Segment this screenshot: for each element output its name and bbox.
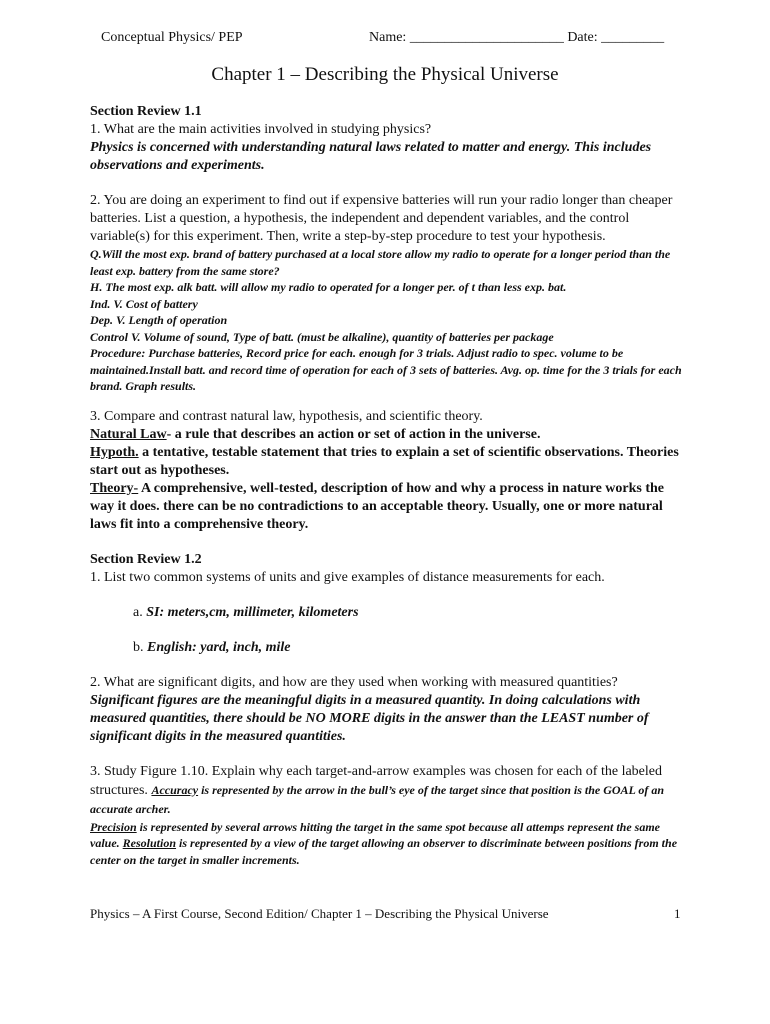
- question-text: 2. You are doing an experiment to find out if expensive batteries will run your radio longer than cheaper batteries. List a question, a hypothesis, the independent and dependent variables, and the control variable(s) for this experiment. Then, write a step-by-step procedure to test your hypothesis.: [90, 193, 673, 244]
- list-label: b.: [133, 639, 147, 655]
- term-theory: Theory-: [90, 480, 139, 496]
- term-resolution: Resolution: [122, 836, 177, 850]
- definition-accuracy: is represented by the arrow in the bull’s eye of the target since that position is the GOAL of an accurate archer.: [90, 782, 665, 816]
- answer-precision-resolution: [90, 819, 690, 869]
- worksheet-content: [90, 103, 690, 868]
- footer-text: Physics – A First Course, Second Edition/ Chapter 1 – Describing the Physical Universe: [90, 906, 549, 921]
- question-text: 2. What are significant digits, and how are they used when working with measured quantities?: [90, 674, 618, 690]
- answer-text: Physics is concerned with understanding natural laws related to matter and energy. This includes observations and experiments.: [90, 140, 652, 173]
- answer-procedure: Procedure: Purchase batteries, Record price for each. enough for 3 trials. Adjust radio to spec. volume to be maintained.Install batt. and record time of operation for each of 3 sets of batteries. Avg. op. time for the 3 trials for each brand. Graph results.: [90, 346, 682, 393]
- page-number: 1: [674, 906, 681, 921]
- term-natural-law: Natural Law: [90, 426, 167, 442]
- section-heading: Section Review 1.2: [90, 551, 202, 567]
- definition-hypothesis: a tentative, testable statement that tries to explain a set of scientific observations. Theories start out as hypotheses.: [90, 444, 679, 478]
- answer-si-units: SI: meters,cm, millimeter, kilometers: [146, 604, 359, 620]
- question-text: [90, 763, 690, 819]
- list-label: a.: [133, 604, 147, 620]
- answer-english-units: English: yard, inch, mile: [147, 639, 291, 655]
- definition-precision: is represented by several arrows hitting the target in the same spot because all attemps represent the same value.: [90, 819, 660, 850]
- page-title: Chapter 1 – Describing the Physical Universe: [211, 64, 559, 85]
- answer-question: Q.Will the most exp. brand of battery purchased at a local store allow my radio to operate for a longer period than the least exp. battery from the same store?: [90, 247, 671, 278]
- list-item: [90, 604, 690, 622]
- section-heading: Section Review 1.1: [90, 104, 202, 119]
- answer-control-variables: Control V. Volume of sound, Type of batt. (must be alkaline), quantity of batteries per package: [90, 329, 554, 344]
- answer-independent-variable: Ind. V. Cost of battery: [90, 296, 198, 311]
- answer-text: Significant figures are the meaningful digits in a measured quantity. In doing calculations with measured quantities, there should be NO MORE digits in the answer than the LEAST number of significant digits in the measured quantities.: [90, 692, 649, 744]
- question-text: 3. Compare and contrast natural law, hypothesis, and scientific theory.: [90, 408, 483, 424]
- question-text: 1. List two common systems of units and give examples of distance measurements for each.: [90, 569, 605, 585]
- list-item: [90, 639, 690, 657]
- definition-theory: A comprehensive, well-tested, description of how and why a process in nature works the way it does. there can be no contradictions to an acceptable theory. Usually, one or more natural laws fit into a comprehensive theory.: [90, 480, 665, 532]
- question-text: 1. What are the main activities involved in studying physics?: [90, 122, 432, 137]
- answer-theory: [90, 480, 690, 534]
- term-precision: Precision: [90, 819, 137, 834]
- answer-dependent-variable: Dep. V. Length of operation: [90, 313, 228, 327]
- answer-hypothesis: H. The most exp. alk batt. will allow my radio to operated for a longer per. of t than less exp. bat.: [90, 280, 567, 294]
- answer-natural-law: [90, 426, 690, 444]
- definition-natural-law: - a rule that describes an action or set of action in the universe.: [166, 426, 541, 442]
- term-accuracy: Accuracy: [151, 782, 199, 797]
- name-date-line: Name: ______________________ Date: _________: [369, 30, 665, 45]
- definition-resolution: is represented by a view of the target allowing an observer to discriminate between positions from the center on the target in smaller increments.: [90, 836, 678, 867]
- answer-hypothesis-definition: [90, 444, 690, 480]
- course-label: Conceptual Physics/ PEP: [101, 30, 243, 45]
- term-hypothesis: Hypoth.: [90, 444, 139, 460]
- question-prompt: 3. Study Figure 1.10. Explain why each target-and-arrow examples was chosen for each of the labeled structures.: [90, 763, 662, 798]
